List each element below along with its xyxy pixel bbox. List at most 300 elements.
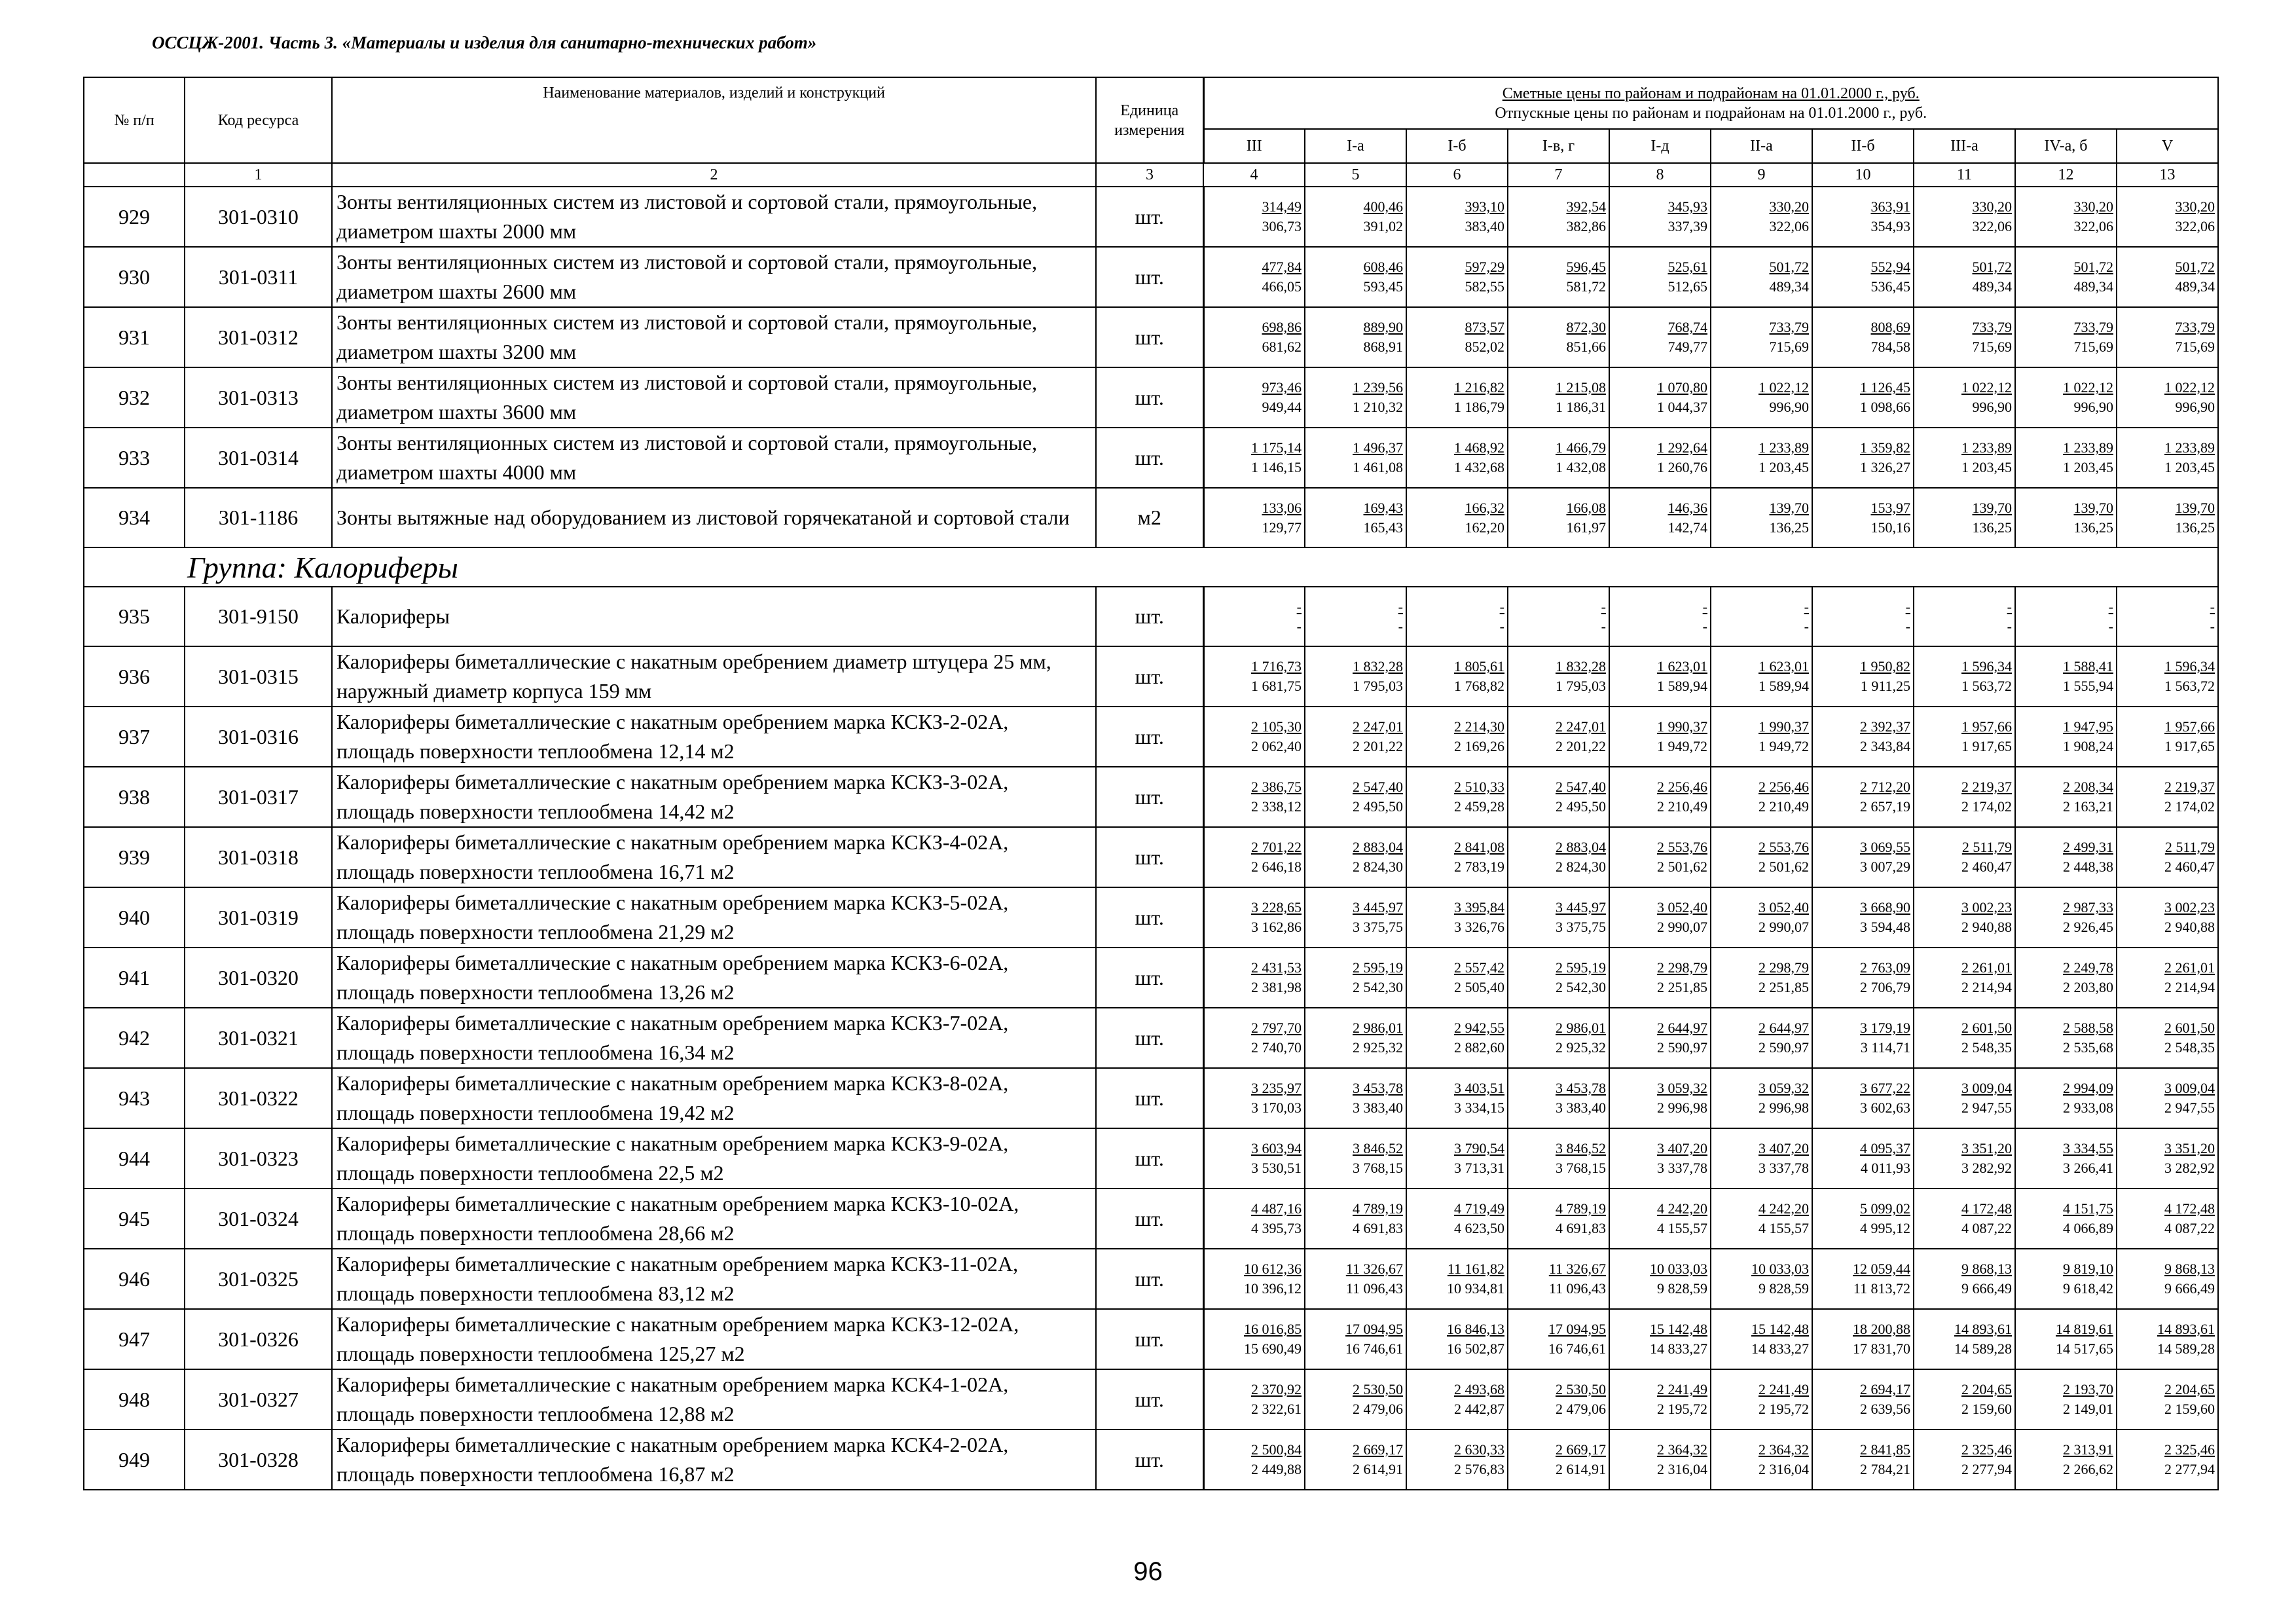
release-price: - xyxy=(2210,618,2215,635)
estimate-price: 2 644,97 xyxy=(1758,1020,1809,1036)
release-price: 11 096,43 xyxy=(1345,1280,1403,1297)
release-price: 2 316,04 xyxy=(1758,1461,1809,1477)
price-cell xyxy=(2117,307,2218,367)
resource-code: 301-0316 xyxy=(185,707,332,767)
material-name: Калориферы биметаллические с накатным оребрением марка КСК4-2-02А, площадь поверхности теплообмена 16,87 м2 xyxy=(332,1430,1096,1490)
price-cell xyxy=(1914,767,2015,827)
release-price: 1 555,94 xyxy=(2063,678,2113,694)
estimate-price: 873,57 xyxy=(1465,319,1504,335)
estimate-price: 1 990,37 xyxy=(1657,718,1707,735)
price-cell xyxy=(1203,767,1305,827)
release-price: 3 383,40 xyxy=(1353,1099,1403,1116)
release-price: 1 461,08 xyxy=(1353,459,1403,475)
estimate-price: 1 175,14 xyxy=(1251,439,1302,456)
price-cell xyxy=(1508,1008,1609,1068)
price-cell xyxy=(1711,187,1812,247)
price-cell xyxy=(1711,428,1812,488)
table-row xyxy=(84,307,2218,367)
release-price: 2 174,02 xyxy=(1961,798,2012,815)
price-cell xyxy=(2015,1068,2117,1128)
material-name: Калориферы биметаллические с накатным оребрением марка КСКЗ-7-02А, площадь поверхности теплообмена 16,34 м2 xyxy=(332,1008,1096,1068)
estimate-price: 2 386,75 xyxy=(1251,779,1302,795)
unit-of-measure: шт. xyxy=(1096,1128,1203,1189)
release-price: 2 940,88 xyxy=(2164,919,2215,935)
release-price: 2 174,02 xyxy=(2164,798,2215,815)
price-cell xyxy=(1406,1369,1508,1430)
release-price: - xyxy=(1601,618,1606,635)
price-cell xyxy=(1406,247,1508,307)
estimate-price: 3 334,55 xyxy=(2063,1140,2113,1156)
release-price: 581,72 xyxy=(1566,278,1606,295)
estimate-price: 2 499,31 xyxy=(2063,839,2113,855)
release-price: 3 337,78 xyxy=(1758,1160,1809,1176)
price-cell xyxy=(1203,247,1305,307)
estimate-price: 1 990,37 xyxy=(1758,718,1809,735)
release-price: - xyxy=(1296,618,1302,635)
release-price: 715,69 xyxy=(1769,339,1809,355)
release-price: 17 831,70 xyxy=(1853,1340,1910,1357)
estimate-price: 3 790,54 xyxy=(1454,1140,1504,1156)
price-cell xyxy=(1609,247,1711,307)
estimate-price: 2 247,01 xyxy=(1556,718,1606,735)
release-price: - xyxy=(1804,618,1809,635)
estimate-price: 733,79 xyxy=(1769,319,1809,335)
price-cell xyxy=(1203,307,1305,367)
estimate-price: 2 364,32 xyxy=(1657,1441,1707,1458)
estimate-price: 2 994,09 xyxy=(2063,1080,2113,1096)
release-price: 996,90 xyxy=(2175,399,2215,415)
prices-title-release: Отпускные цены по районам и подрайонам на 01.01.2000 г., руб. xyxy=(1495,104,1927,122)
price-cell xyxy=(1711,948,1812,1008)
estimate-price: 10 033,03 xyxy=(1751,1261,1809,1277)
price-cell xyxy=(1203,1008,1305,1068)
price-cell xyxy=(1609,707,1711,767)
table-row xyxy=(84,948,2218,1008)
release-price: 1 917,65 xyxy=(2164,738,2215,754)
price-cell xyxy=(1508,1430,1609,1490)
estimate-price: 10 612,36 xyxy=(1244,1261,1302,1277)
estimate-price: 2 204,65 xyxy=(1961,1381,2012,1397)
price-cell xyxy=(1203,187,1305,247)
release-price: 2 784,21 xyxy=(1860,1461,1910,1477)
release-price: 2 706,79 xyxy=(1860,979,1910,995)
price-cell xyxy=(1812,887,1914,948)
release-price: 136,25 xyxy=(1769,519,1809,536)
region-header: I-а xyxy=(1305,129,1406,163)
estimate-price: 1 468,92 xyxy=(1454,439,1504,456)
release-price: 2 338,12 xyxy=(1251,798,1302,815)
price-cell xyxy=(2015,1369,2117,1430)
estimate-price: 2 261,01 xyxy=(2164,959,2215,976)
price-cell xyxy=(1203,1309,1305,1369)
price-cell xyxy=(1508,827,1609,887)
resource-code: 301-0312 xyxy=(185,307,332,367)
release-price: 2 501,62 xyxy=(1758,858,1809,875)
release-price: 2 614,91 xyxy=(1556,1461,1606,1477)
material-name: Калориферы биметаллические с накатным оребрением марка КСКЗ-11-02А, площадь поверхности теплообмена 83,12 м2 xyxy=(332,1249,1096,1309)
estimate-price: 4 151,75 xyxy=(2063,1200,2113,1217)
price-cell xyxy=(1812,1249,1914,1309)
row-number: 949 xyxy=(84,1430,185,1490)
estimate-price: 3 445,97 xyxy=(1353,899,1403,915)
estimate-price: 146,36 xyxy=(1667,499,1707,516)
release-price: 383,40 xyxy=(1465,218,1504,234)
price-cell xyxy=(1406,646,1508,707)
estimate-price: 393,10 xyxy=(1465,198,1504,215)
estimate-price: 3 069,55 xyxy=(1860,839,1910,855)
price-cell xyxy=(1305,247,1406,307)
estimate-price: 4 095,37 xyxy=(1860,1140,1910,1156)
release-price: 322,06 xyxy=(2175,218,2215,234)
price-cell xyxy=(1609,1008,1711,1068)
release-price: 715,69 xyxy=(2175,339,2215,355)
estimate-price: 2 601,50 xyxy=(1961,1020,2012,1036)
release-price: 2 381,98 xyxy=(1251,979,1302,995)
col-header-unit: Единица измерения xyxy=(1096,77,1203,163)
release-price: 3 768,15 xyxy=(1353,1160,1403,1176)
estimate-price: 2 214,30 xyxy=(1454,718,1504,735)
estimate-price: 2 942,55 xyxy=(1454,1020,1504,1036)
release-price: 2 996,98 xyxy=(1758,1099,1809,1116)
estimate-price: 2 553,76 xyxy=(1657,839,1707,855)
estimate-price: 3 407,20 xyxy=(1657,1140,1707,1156)
release-price: 3 768,15 xyxy=(1556,1160,1606,1176)
region-header: V xyxy=(2117,129,2218,163)
material-name: Калориферы биметаллические с накатным оребрением марка КСКЗ-6-02А, площадь поверхности теплообмена 13,26 м2 xyxy=(332,948,1096,1008)
table-row xyxy=(84,1309,2218,1369)
unit-of-measure: шт. xyxy=(1096,827,1203,887)
estimate-price: 2 247,01 xyxy=(1353,718,1403,735)
release-price: 1 203,45 xyxy=(1758,459,1809,475)
price-cell xyxy=(1711,646,1812,707)
release-price: 129,77 xyxy=(1262,519,1302,536)
resource-code: 301-0324 xyxy=(185,1189,332,1249)
release-price: 996,90 xyxy=(1769,399,1809,415)
estimate-price: 477,84 xyxy=(1262,259,1302,275)
release-price: 1 203,45 xyxy=(2063,459,2113,475)
release-price: 2 322,61 xyxy=(1251,1401,1302,1417)
release-price: 749,77 xyxy=(1667,339,1707,355)
col-header-num: № п/п xyxy=(84,77,185,163)
row-number: 933 xyxy=(84,428,185,488)
release-price: 2 542,30 xyxy=(1353,979,1403,995)
estimate-price: 2 530,50 xyxy=(1556,1381,1606,1397)
estimate-price: 2 219,37 xyxy=(1961,779,2012,795)
resource-code: 301-0322 xyxy=(185,1068,332,1128)
material-name: Зонты вентиляционных систем из листовой и сортовой стали, прямоугольные, диаметром шахты 4000 мм xyxy=(332,428,1096,488)
price-cell xyxy=(2117,1249,2218,1309)
price-cell xyxy=(1508,247,1609,307)
price-cell xyxy=(2015,187,2117,247)
estimate-price: 4 789,19 xyxy=(1556,1200,1606,1217)
price-cell xyxy=(1406,767,1508,827)
estimate-price: 1 126,45 xyxy=(1860,379,1910,396)
estimate-price: 4 719,49 xyxy=(1454,1200,1504,1217)
price-cell xyxy=(1305,587,1406,646)
price-cell xyxy=(1305,767,1406,827)
estimate-price: 2 511,79 xyxy=(2164,839,2215,855)
region-header: I-в, г xyxy=(1508,129,1609,163)
price-cell xyxy=(2117,1068,2218,1128)
unit-of-measure: шт. xyxy=(1096,1309,1203,1369)
estimate-price: 11 326,67 xyxy=(1548,1261,1606,1277)
estimate-price: 3 059,32 xyxy=(1657,1080,1707,1096)
estimate-price: 1 215,08 xyxy=(1556,379,1606,396)
price-cell xyxy=(1914,887,2015,948)
estimate-price: 3 052,40 xyxy=(1657,899,1707,915)
price-cell xyxy=(1812,767,1914,827)
price-cell xyxy=(1812,1430,1914,1490)
release-price: 3 266,41 xyxy=(2063,1160,2113,1176)
price-cell xyxy=(1406,187,1508,247)
release-price: 489,34 xyxy=(1769,278,1809,295)
release-price: 2 251,85 xyxy=(1657,979,1707,995)
price-cell xyxy=(1508,367,1609,428)
release-price: 1 908,24 xyxy=(2063,738,2113,754)
unit-of-measure: шт. xyxy=(1096,707,1203,767)
price-cell xyxy=(2015,1189,2117,1249)
row-number: 947 xyxy=(84,1309,185,1369)
estimate-price: 501,72 xyxy=(1769,259,1809,275)
release-price: 2 933,08 xyxy=(2063,1099,2113,1116)
unit-of-measure: шт. xyxy=(1096,247,1203,307)
price-cell xyxy=(2015,1430,2117,1490)
release-price: 9 828,59 xyxy=(1657,1280,1707,1297)
estimate-price: 3 009,04 xyxy=(1961,1080,2012,1096)
release-price: 322,06 xyxy=(1769,218,1809,234)
release-price: - xyxy=(2007,618,2012,635)
row-number: 930 xyxy=(84,247,185,307)
price-cell xyxy=(1914,428,2015,488)
price-cell xyxy=(2117,948,2218,1008)
table-row xyxy=(84,488,2218,547)
unit-of-measure: шт. xyxy=(1096,1430,1203,1490)
price-cell xyxy=(1305,1309,1406,1369)
price-cell xyxy=(1508,1068,1609,1128)
estimate-price: 345,93 xyxy=(1667,198,1707,215)
estimate-price: 2 249,78 xyxy=(2063,959,2113,976)
estimate-price: 400,46 xyxy=(1363,198,1403,215)
estimate-price: 2 511,79 xyxy=(1961,839,2012,855)
release-price: 2 940,88 xyxy=(1961,919,2012,935)
price-cell xyxy=(1812,1189,1914,1249)
release-price: 14 589,28 xyxy=(1954,1340,2012,1357)
price-cell xyxy=(1406,707,1508,767)
column-index: 10 xyxy=(1812,163,1914,187)
price-cell xyxy=(1609,488,1711,547)
release-price: 1 186,31 xyxy=(1556,399,1606,415)
release-price: 2 479,06 xyxy=(1353,1401,1403,1417)
price-cell xyxy=(2117,1189,2218,1249)
release-price: 1 795,03 xyxy=(1353,678,1403,694)
estimate-price: 15 142,48 xyxy=(1751,1321,1809,1337)
price-cell xyxy=(2015,488,2117,547)
estimate-price: 1 216,82 xyxy=(1454,379,1504,396)
column-index: 9 xyxy=(1711,163,1812,187)
release-price: 2 460,47 xyxy=(1961,858,2012,875)
estimate-price: 2 986,01 xyxy=(1556,1020,1606,1036)
price-cell xyxy=(2117,367,2218,428)
release-price: 2 824,30 xyxy=(1353,858,1403,875)
price-cell xyxy=(2015,827,2117,887)
release-price: 9 828,59 xyxy=(1758,1280,1809,1297)
col-header-prices xyxy=(1203,77,2218,129)
release-price: 142,74 xyxy=(1667,519,1707,536)
estimate-price: 3 407,20 xyxy=(1758,1140,1809,1156)
estimate-price: 2 193,70 xyxy=(2063,1381,2113,1397)
unit-of-measure: шт. xyxy=(1096,587,1203,646)
price-cell xyxy=(2015,948,2117,1008)
price-cell xyxy=(1406,1309,1508,1369)
price-cell xyxy=(1711,1189,1812,1249)
estimate-price: 2 325,46 xyxy=(2164,1441,2215,1458)
estimate-price: 1 588,41 xyxy=(2063,658,2113,674)
estimate-price: 889,90 xyxy=(1363,319,1403,335)
estimate-price: 166,32 xyxy=(1465,499,1504,516)
estimate-price: 1 233,89 xyxy=(1758,439,1809,456)
estimate-price: 17 094,95 xyxy=(1345,1321,1403,1337)
release-price: 11 813,72 xyxy=(1853,1280,1910,1297)
estimate-price: 17 094,95 xyxy=(1548,1321,1606,1337)
estimate-price: 4 172,48 xyxy=(2164,1200,2215,1217)
release-price: 150,16 xyxy=(1870,519,1910,536)
region-header: II-б xyxy=(1812,129,1914,163)
release-price: 16 502,87 xyxy=(1447,1340,1504,1357)
row-number: 946 xyxy=(84,1249,185,1309)
release-price: 337,39 xyxy=(1667,218,1707,234)
price-cell xyxy=(1711,1309,1812,1369)
material-name: Калориферы биметаллические с накатным оребрением марка КСКЗ-3-02А, площадь поверхности теплообмена 14,42 м2 xyxy=(332,767,1096,827)
price-cell xyxy=(1812,948,1914,1008)
release-price: 2 062,40 xyxy=(1251,738,1302,754)
release-price: 2 343,84 xyxy=(1860,738,1910,754)
column-index: 4 xyxy=(1203,163,1305,187)
price-cell xyxy=(1711,1369,1812,1430)
release-price: 3 713,31 xyxy=(1454,1160,1504,1176)
row-number: 944 xyxy=(84,1128,185,1189)
price-cell xyxy=(2117,488,2218,547)
column-index: 13 xyxy=(2117,163,2218,187)
release-price: 4 995,12 xyxy=(1860,1220,1910,1236)
release-price: 2 590,97 xyxy=(1657,1039,1707,1056)
price-cell xyxy=(1609,367,1711,428)
release-price: 1 768,82 xyxy=(1454,678,1504,694)
estimate-price: 3 677,22 xyxy=(1860,1080,1910,1096)
table-row xyxy=(84,707,2218,767)
estimate-price: 733,79 xyxy=(2175,319,2215,335)
estimate-price: 1 239,56 xyxy=(1353,379,1403,396)
estimate-price: 11 161,82 xyxy=(1447,1261,1504,1277)
estimate-price: 501,72 xyxy=(2073,259,2113,275)
estimate-price: 3 002,23 xyxy=(2164,899,2215,915)
estimate-price: 153,97 xyxy=(1870,499,1910,516)
release-price: 4 011,93 xyxy=(1860,1160,1910,1176)
estimate-price: 2 595,19 xyxy=(1353,959,1403,976)
region-header: I-б xyxy=(1406,129,1508,163)
row-number: 940 xyxy=(84,887,185,948)
estimate-price: 2 256,46 xyxy=(1657,779,1707,795)
resource-code: 301-0313 xyxy=(185,367,332,428)
price-cell xyxy=(1305,1430,1406,1490)
release-price: 2 459,28 xyxy=(1454,798,1504,815)
price-cell xyxy=(1305,367,1406,428)
column-index: 2 xyxy=(332,163,1096,187)
price-cell xyxy=(1203,1068,1305,1128)
resource-code: 301-0328 xyxy=(185,1430,332,1490)
release-price: 2 783,19 xyxy=(1454,858,1504,875)
estimate-price: 2 547,40 xyxy=(1556,779,1606,795)
estimate-price: - xyxy=(1601,598,1606,615)
estimate-price: 1 292,64 xyxy=(1657,439,1707,456)
price-cell xyxy=(1914,1369,2015,1430)
release-price: 16 746,61 xyxy=(1345,1340,1403,1357)
estimate-price: 2 986,01 xyxy=(1353,1020,1403,1036)
estimate-price: 2 219,37 xyxy=(2164,779,2215,795)
estimate-price: 1 957,66 xyxy=(2164,718,2215,735)
material-name: Зонты вытяжные над оборудованием из листовой горячекатаной и сортовой стали xyxy=(332,488,1096,547)
price-cell xyxy=(1203,707,1305,767)
material-name: Калориферы биметаллические с накатным оребрением диаметр штуцера 25 мм, наружный диаметр корпуса 159 мм xyxy=(332,646,1096,707)
estimate-price: 2 241,49 xyxy=(1657,1381,1707,1397)
price-cell xyxy=(1711,247,1812,307)
estimate-price: 4 242,20 xyxy=(1758,1200,1809,1217)
release-price: 2 214,94 xyxy=(2164,979,2215,995)
col-header-code: Код ресурса xyxy=(185,77,332,163)
estimate-price: 501,72 xyxy=(2175,259,2215,275)
price-cell xyxy=(1711,367,1812,428)
estimate-price: 2 557,42 xyxy=(1454,959,1504,976)
estimate-price: 2 547,40 xyxy=(1353,779,1403,795)
release-price: 2 501,62 xyxy=(1657,858,1707,875)
price-cell xyxy=(1914,1008,2015,1068)
release-price: 3 530,51 xyxy=(1251,1160,1302,1176)
estimate-price: 3 228,65 xyxy=(1251,899,1302,915)
price-cell xyxy=(1914,1249,2015,1309)
estimate-price: 14 893,61 xyxy=(1954,1321,2012,1337)
unit-of-measure: шт. xyxy=(1096,1369,1203,1430)
price-cell xyxy=(2015,887,2117,948)
estimate-price: 2 553,76 xyxy=(1758,839,1809,855)
estimate-price: 4 487,16 xyxy=(1251,1200,1302,1217)
estimate-price: 2 204,65 xyxy=(2164,1381,2215,1397)
estimate-price: 1 623,01 xyxy=(1758,658,1809,674)
estimate-price: 2 241,49 xyxy=(1758,1381,1809,1397)
price-cell xyxy=(1508,1369,1609,1430)
estimate-price: 1 950,82 xyxy=(1860,658,1910,674)
estimate-price: 2 701,22 xyxy=(1251,839,1302,855)
resource-code: 301-0320 xyxy=(185,948,332,1008)
table-row xyxy=(84,1189,2218,1249)
unit-of-measure: шт. xyxy=(1096,1068,1203,1128)
table-row xyxy=(84,367,2218,428)
material-name: Калориферы биметаллические с накатным оребрением марка КСКЗ-8-02А, площадь поверхности теплообмена 19,42 м2 xyxy=(332,1068,1096,1128)
estimate-price: 2 256,46 xyxy=(1758,779,1809,795)
price-cell xyxy=(1914,707,2015,767)
release-price: 165,43 xyxy=(1363,519,1403,536)
estimate-price: 3 395,84 xyxy=(1454,899,1504,915)
price-cell xyxy=(2015,1309,2117,1369)
price-cell xyxy=(2117,187,2218,247)
release-price: 2 614,91 xyxy=(1353,1461,1403,1477)
release-price: 3 594,48 xyxy=(1860,919,1910,935)
price-cell xyxy=(1609,587,1711,646)
price-cell xyxy=(1609,1128,1711,1189)
document-header: ОССЦЖ-2001. Часть 3. «Материалы и изделия для санитарно-технических работ» xyxy=(152,33,817,52)
price-cell xyxy=(2015,1249,2117,1309)
release-price: 784,58 xyxy=(1870,339,1910,355)
estimate-price: 169,43 xyxy=(1363,499,1403,516)
estimate-price: 608,46 xyxy=(1363,259,1403,275)
